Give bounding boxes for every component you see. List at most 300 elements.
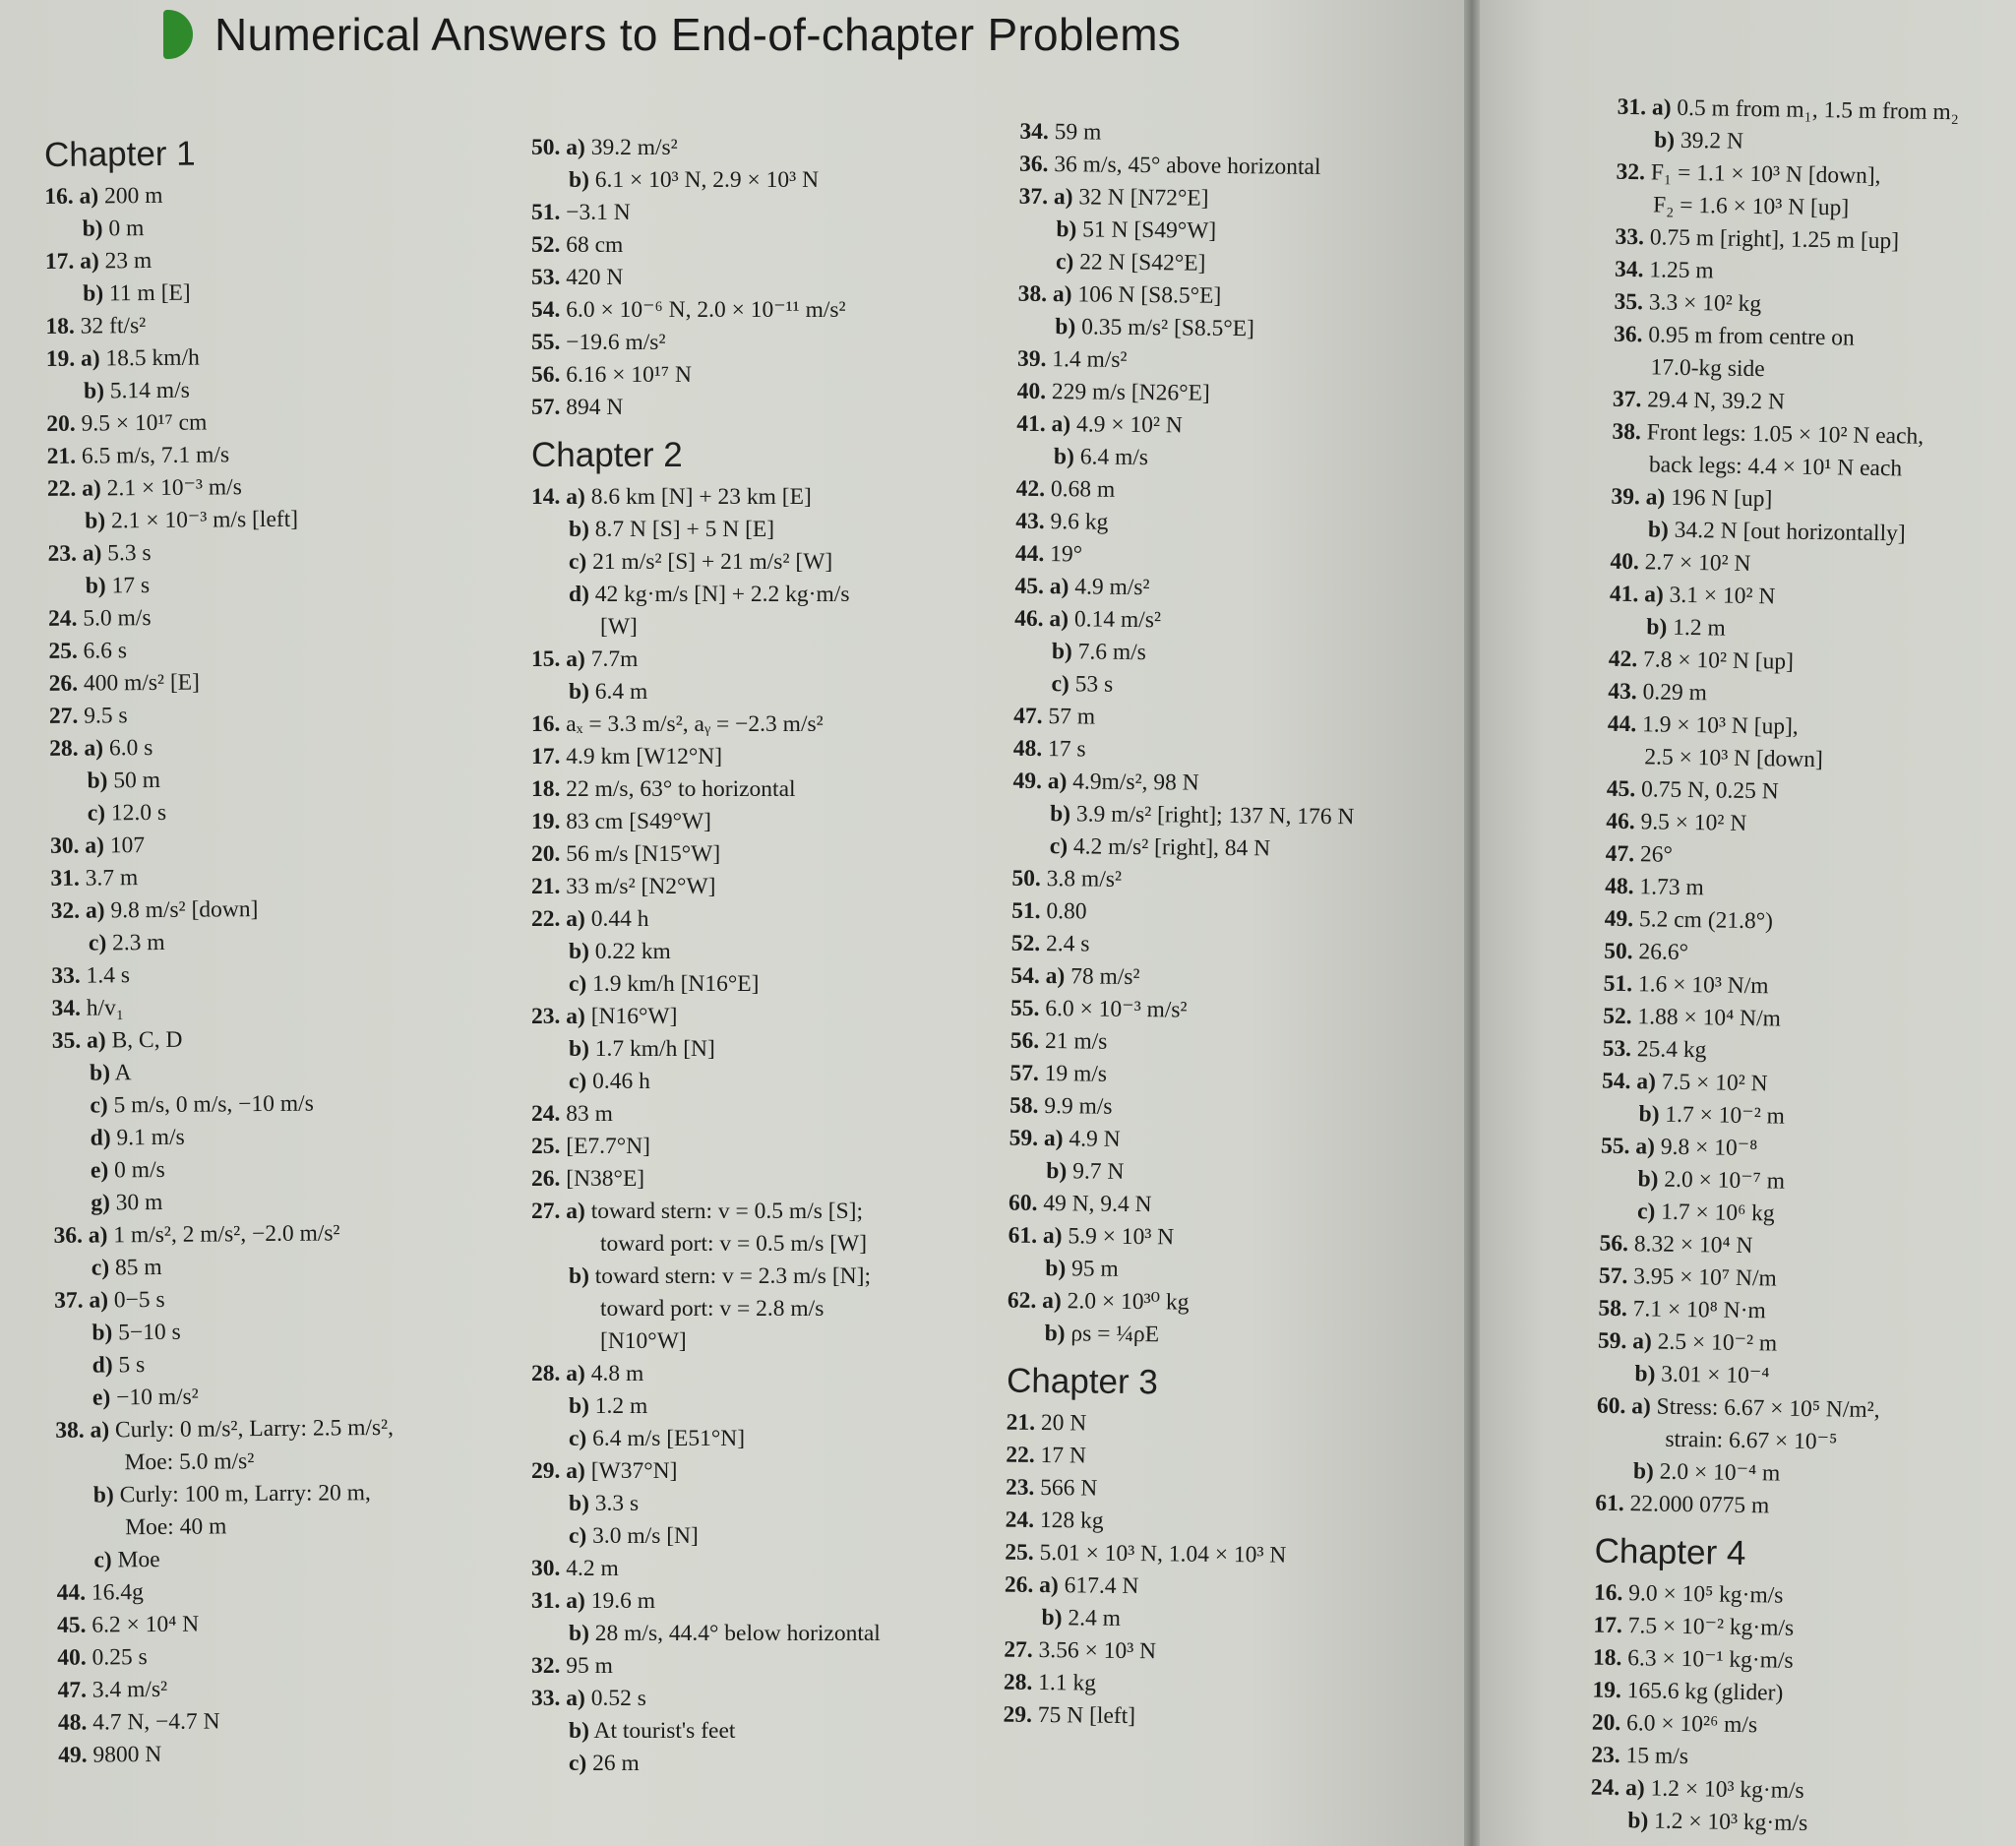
part-label: a) <box>90 1417 110 1444</box>
problem-number: 62. <box>1007 1287 1037 1314</box>
answer-line <box>1004 1667 1436 1704</box>
part-label: a) <box>86 1027 106 1054</box>
answer-line <box>531 262 964 294</box>
part-label: b) <box>82 215 103 242</box>
answer-text: 7.6 m/s <box>1077 639 1147 666</box>
answer-text: 1.4 m/s² <box>1052 346 1128 373</box>
part-label: b) <box>85 573 106 599</box>
problem-number: 35. <box>1614 288 1644 316</box>
part-label: c) <box>569 1426 587 1451</box>
answer-text: Front legs: 1.05 × 10² N each, <box>1646 419 1924 450</box>
part-label: b) <box>92 1320 113 1346</box>
answer-text: toward port: v = 0.5 m/s [W] <box>600 1231 868 1257</box>
answer-line <box>531 1293 964 1325</box>
problem-number: 45. <box>1606 775 1636 803</box>
answer-text: 17 s <box>1047 736 1086 763</box>
answer-line <box>1010 993 1443 1030</box>
answer-line <box>1004 1634 1436 1672</box>
answer-text: 200 m <box>103 182 163 210</box>
answer-line <box>47 437 480 473</box>
answer-line <box>1004 1602 1436 1639</box>
answer-text: 23 m <box>104 248 153 275</box>
part-label: a) <box>1051 411 1071 438</box>
answer-text: Moe: 40 m <box>125 1513 227 1541</box>
answer-text: 9.1 m/s <box>116 1124 185 1151</box>
answer-text: 9.7 N <box>1072 1158 1125 1185</box>
answer-line <box>531 1261 964 1293</box>
answer-text: −3.1 N <box>566 200 631 225</box>
answer-line <box>52 1086 485 1123</box>
problem-number: 40. <box>1610 548 1640 576</box>
answer-text: 9.9 m/s <box>1044 1093 1113 1120</box>
answer-text: 5.3 s <box>107 540 152 567</box>
part-label: a) <box>1052 281 1072 308</box>
page-header <box>163 8 1181 61</box>
answer-text: 32 N [N72°E] <box>1078 184 1209 212</box>
part-label: a) <box>89 1287 109 1314</box>
answer-text: [W37°N] <box>590 1458 678 1484</box>
answer-text: 4.9m/s², 98 N <box>1072 769 1199 796</box>
answer-line <box>51 989 484 1025</box>
answer-text: 32 ft/s² <box>80 313 147 339</box>
part-label: a) <box>1045 963 1066 990</box>
problem-number: 55. <box>1009 995 1040 1021</box>
part-label: a) <box>566 906 585 932</box>
answer-line <box>531 294 964 327</box>
part-label: a) <box>82 540 102 567</box>
answer-text: Moe <box>117 1546 160 1573</box>
answer-text: 17 s <box>111 573 151 599</box>
part-label: d) <box>90 1125 111 1151</box>
answer-text: 95 m <box>1070 1256 1119 1282</box>
problem-number: 28. <box>531 1361 561 1386</box>
problem-number: 61. <box>1008 1222 1038 1249</box>
problem-number: 25. <box>531 1134 561 1159</box>
problem-number: 54. <box>1601 1068 1631 1095</box>
answer-text: 3.0 m/s [N] <box>592 1523 699 1549</box>
problem-number: 33. <box>1615 223 1645 251</box>
answer-line <box>531 164 964 197</box>
problem-number: 45. <box>1014 573 1045 600</box>
answer-text: 17 N <box>1040 1443 1087 1469</box>
answer-line <box>531 644 964 676</box>
answer-text: 6.0 × 10²⁶ m/s <box>1625 1710 1758 1739</box>
answer-text: 3.9 m/s² [right]; 137 N, 176 N <box>1075 801 1355 831</box>
part-label: a) <box>566 1686 585 1711</box>
problem-number: 47. <box>57 1677 88 1703</box>
answer-line <box>44 177 477 214</box>
answer-line <box>531 708 964 741</box>
part-label: a) <box>82 475 101 502</box>
answer-line <box>1017 343 1450 381</box>
answer-line <box>531 1423 964 1455</box>
part-label: b) <box>569 939 589 964</box>
answer-line <box>531 1131 964 1163</box>
part-label: b) <box>569 1491 589 1516</box>
answer-line <box>1010 960 1443 998</box>
part-label: b) <box>1634 1361 1656 1387</box>
part-label: a) <box>85 832 105 859</box>
answer-text: 617.4 N <box>1064 1572 1139 1600</box>
answer-text: 6.1 × 10³ N, 2.9 × 10³ N <box>594 167 820 193</box>
answer-line <box>531 546 964 579</box>
answer-line <box>1008 1253 1440 1290</box>
answer-text: 85 m <box>114 1254 162 1281</box>
answer-text: 75 N [left] <box>1037 1702 1136 1730</box>
answer-text: 1.2 m <box>1672 614 1726 642</box>
answer-line <box>1012 831 1445 868</box>
part-label: c) <box>1049 833 1069 860</box>
part-label: b) <box>569 1263 589 1289</box>
answer-line <box>49 664 482 701</box>
answer-text: 5 s <box>118 1352 146 1379</box>
answer-line <box>531 838 964 871</box>
answer-line <box>1014 636 1447 673</box>
answer-line <box>1011 863 1444 900</box>
problem-number: 57. <box>1009 1060 1039 1086</box>
problem-number: 56. <box>531 362 561 388</box>
answer-line <box>531 1585 964 1618</box>
answer-line <box>1007 1318 1439 1355</box>
part-label: b) <box>1638 1101 1660 1128</box>
problem-number: 19. <box>1592 1677 1622 1704</box>
answer-text: A <box>114 1060 132 1086</box>
problem-number: 59. <box>1597 1327 1627 1355</box>
answer-text: 36 m/s, 45° above horizontal <box>1054 152 1321 180</box>
part-label: b) <box>1044 1321 1066 1347</box>
answer-line <box>54 1281 487 1318</box>
answer-text: 6.4 m <box>594 679 648 705</box>
answer-line <box>1009 1123 1442 1160</box>
answer-line <box>1005 1537 1437 1574</box>
part-label: e) <box>90 1157 109 1184</box>
answer-text: 2.4 s <box>1045 931 1090 957</box>
answer-text: 1.88 × 10⁴ N/m <box>1637 1004 1782 1032</box>
answer-text: 9800 N <box>92 1741 162 1768</box>
answer-text: 2.3 m <box>111 929 165 956</box>
answer-line <box>50 859 483 895</box>
answer-text: [N16°W] <box>590 1004 678 1029</box>
answer-line <box>531 1001 964 1033</box>
answer-text: 53 s <box>1074 671 1114 698</box>
problem-number: 32. <box>50 897 81 924</box>
problem-number: 58. <box>1008 1092 1039 1119</box>
answer-text: 6.4 m/s [E51°N] <box>592 1426 746 1451</box>
part-label: a) <box>88 1222 108 1249</box>
answer-text: 0−5 s <box>113 1286 165 1314</box>
problem-number: 23. <box>1591 1742 1620 1769</box>
problem-number: 34. <box>1614 256 1644 283</box>
answer-text: 0 m <box>108 215 145 242</box>
problem-number: 57. <box>531 395 561 420</box>
answers-column-2 <box>531 132 964 1780</box>
answer-line <box>1009 1090 1442 1128</box>
answer-text: h/v₁ <box>86 995 125 1021</box>
answer-line <box>49 729 482 766</box>
part-label: a) <box>1651 94 1672 121</box>
problem-number: 18. <box>1592 1644 1622 1672</box>
problem-number: 32. <box>531 1653 561 1679</box>
problem-number: 41. <box>1016 410 1046 438</box>
answer-line <box>48 567 481 603</box>
answer-line <box>49 697 482 733</box>
part-label: a) <box>1645 484 1666 511</box>
part-label: a) <box>85 897 105 924</box>
answer-text: 9.5 s <box>84 703 128 729</box>
problem-number: 59. <box>1008 1125 1039 1151</box>
answer-line <box>1009 1058 1442 1095</box>
problem-number: 50. <box>1604 938 1633 965</box>
part-label: a) <box>1053 184 1073 211</box>
answer-text: ρs = ¼ρE <box>1070 1321 1160 1348</box>
answer-line <box>1013 668 1446 706</box>
part-label: a) <box>1047 769 1068 795</box>
problem-number: 21. <box>1006 1409 1036 1436</box>
answer-line <box>531 579 964 611</box>
answer-line <box>58 1736 491 1772</box>
part-label: c) <box>1051 671 1069 698</box>
answer-text: 5.14 m/s <box>109 377 190 404</box>
problem-number: 20. <box>46 410 76 437</box>
answer-text: B, C, D <box>111 1026 183 1054</box>
answer-line <box>1008 1188 1441 1225</box>
answer-text: 0.14 m/s² <box>1073 606 1162 634</box>
answer-text: Curly: 100 m, Larry: 20 m, <box>119 1480 371 1508</box>
problem-number: 53. <box>1602 1035 1632 1063</box>
answer-text: 2.5 × 10³ N [down] <box>1644 744 1824 773</box>
answer-text: 0.68 m <box>1050 476 1116 503</box>
answer-text: 3.56 × 10³ N <box>1038 1637 1157 1665</box>
problem-number: 20. <box>1591 1709 1621 1737</box>
problem-number: 19. <box>531 809 561 834</box>
part-label: b) <box>1627 1808 1649 1834</box>
part-label: b) <box>92 1482 114 1508</box>
problem-number: 37. <box>1612 386 1642 413</box>
answer-text: 68 cm <box>566 232 624 258</box>
problem-number: 24. <box>47 605 78 632</box>
answer-line <box>531 1488 964 1520</box>
answer-text: 8.7 N [S] + 5 N [E] <box>594 517 775 542</box>
answer-line <box>47 534 480 571</box>
answer-line <box>531 197 964 229</box>
answer-text: 3.1 × 10² N <box>1669 582 1776 610</box>
answer-line <box>56 1541 489 1577</box>
answer-text: 5.0 m/s <box>83 605 152 632</box>
answer-line <box>54 1249 487 1285</box>
answer-text: 106 N [S8.5°E] <box>1077 281 1222 309</box>
problem-number: 39. <box>1611 483 1641 511</box>
answer-line <box>51 892 484 928</box>
answer-text: 229 m/s [N26°E] <box>1051 379 1210 406</box>
page-title: Numerical Answers to End-of-chapter Problems <box>214 9 1182 60</box>
answer-text: 0.5 m from m₁, 1.5 m from m₂ <box>1677 94 1960 126</box>
answer-line <box>531 1163 964 1196</box>
answer-line <box>531 1196 964 1228</box>
answer-text: 4.2 m <box>566 1556 619 1581</box>
problem-number: 43. <box>1608 678 1637 706</box>
answer-text: 59 m <box>1054 119 1102 146</box>
problem-number: 31. <box>531 1588 561 1614</box>
answer-text: 0.46 h <box>592 1069 650 1094</box>
answer-text: 8.32 × 10⁴ N <box>1633 1231 1753 1260</box>
answer-text: 17.0-kg side <box>1650 354 1765 383</box>
problem-number: 17. <box>1593 1612 1623 1639</box>
problem-number: 27. <box>48 703 79 729</box>
part-label: a) <box>1632 1328 1653 1355</box>
answer-text: 2.5 × 10⁻² m <box>1657 1328 1778 1357</box>
answer-line <box>531 741 964 773</box>
part-label: b) <box>1046 1158 1068 1185</box>
part-label: c) <box>569 1751 587 1776</box>
answer-text: 3.3 s <box>594 1491 640 1516</box>
answer-text: −10 m/s² <box>116 1384 199 1411</box>
problem-number: 50. <box>531 135 561 160</box>
answer-text: 11 m [E] <box>108 279 191 307</box>
answer-text: toward port: v = 2.8 m/s <box>600 1296 825 1322</box>
problem-number: 23. <box>531 1004 561 1029</box>
answer-text: 894 N <box>566 395 624 420</box>
answer-text: 5.01 × 10³ N, 1.04 × 10³ N <box>1039 1540 1287 1569</box>
answer-text: At tourist's feet <box>593 1718 736 1744</box>
answer-text: 6.3 × 10⁻¹ kg·m/s <box>1626 1645 1794 1674</box>
problem-number: 52. <box>1602 1003 1632 1030</box>
answer-text: 22.000 0775 m <box>1629 1491 1770 1519</box>
answer-text: 3.4 m/s² <box>92 1676 168 1703</box>
answer-line <box>53 1151 486 1188</box>
answer-line <box>55 1346 488 1383</box>
answer-text: 6.0 s <box>108 735 153 762</box>
problem-number: 33. <box>51 962 81 989</box>
part-label: a) <box>566 1361 585 1386</box>
problem-number: 27. <box>1004 1636 1033 1663</box>
problem-number: 26. <box>531 1166 561 1192</box>
answer-text: 6.16 × 10¹⁷ N <box>566 362 692 388</box>
answer-line <box>1017 311 1450 348</box>
answer-line <box>531 359 964 392</box>
answer-line <box>57 1671 490 1707</box>
problem-number: 14. <box>531 484 561 510</box>
answer-text: 2.0 × 10⁻⁷ m <box>1664 1166 1786 1195</box>
problem-number: 41. <box>1609 581 1639 608</box>
problem-number: 24. <box>531 1101 561 1127</box>
answer-text: F₂ = 1.6 × 10³ N [up] <box>1652 192 1850 221</box>
answer-line <box>531 806 964 838</box>
answer-text: 1.1 kg <box>1038 1670 1097 1696</box>
problem-number: 51. <box>531 200 561 225</box>
answer-line <box>1003 1699 1436 1737</box>
answer-text: 26.6° <box>1638 939 1689 966</box>
part-label: b) <box>1041 1605 1063 1631</box>
answer-text: Stress: 6.67 × 10⁵ N/m², <box>1656 1393 1880 1424</box>
answer-text: 4.9 km [W12°N] <box>566 744 723 769</box>
answer-line <box>531 1358 964 1390</box>
part-label: a) <box>84 735 104 762</box>
problem-number: 21. <box>46 443 77 469</box>
problem-number: 20. <box>531 841 561 867</box>
answer-line <box>1006 1440 1438 1477</box>
answer-text: 6.5 m/s, 7.1 m/s <box>81 442 230 469</box>
answer-text: 5.9 × 10³ N <box>1068 1223 1175 1251</box>
part-label: a) <box>566 646 585 672</box>
answer-text: 2.7 × 10² N <box>1644 549 1751 577</box>
problem-number: 17. <box>44 248 75 275</box>
part-label: b) <box>85 508 106 534</box>
answer-text: 19 m/s <box>1044 1061 1108 1087</box>
part-label: b) <box>569 679 589 705</box>
answer-text: 21 m/s² [S] + 21 m/s² [W] <box>592 549 833 575</box>
answer-text: 1.7 × 10⁻² m <box>1665 1101 1786 1130</box>
answer-text: 7.5 × 10² N <box>1661 1069 1768 1097</box>
answer-text: 0 m/s <box>114 1156 165 1184</box>
problem-number: 18. <box>45 313 75 339</box>
answer-text: 5.2 cm (21.8°) <box>1638 906 1774 935</box>
problem-number: 36. <box>1613 321 1643 348</box>
chapter-heading: Chapter 2 <box>531 436 683 474</box>
answer-line <box>531 1228 964 1261</box>
answer-line <box>531 1650 964 1683</box>
problem-number: 51. <box>1011 897 1041 925</box>
part-label: b) <box>1647 517 1670 543</box>
part-label: b) <box>1051 639 1072 665</box>
answer-text: 128 kg <box>1039 1508 1104 1534</box>
answer-line <box>1597 1390 2010 1430</box>
answer-text: 39.2 N <box>1680 127 1744 154</box>
problem-number: 16. <box>1593 1579 1623 1607</box>
answer-line <box>531 936 964 968</box>
answer-text: 25.4 kg <box>1636 1036 1707 1064</box>
answer-text: 1.2 × 10³ kg·m/s <box>1653 1808 1808 1837</box>
part-label: g) <box>91 1190 110 1216</box>
answer-line <box>531 1618 964 1650</box>
part-label: b) <box>569 1036 589 1062</box>
part-label: c) <box>91 1255 110 1281</box>
answer-text: 22 N [S42°E] <box>1079 249 1206 277</box>
part-label: a) <box>566 1458 585 1484</box>
answer-text: 19° <box>1050 541 1083 568</box>
problem-number: 48. <box>57 1709 88 1736</box>
answer-line <box>1008 1220 1441 1258</box>
problem-number: 39. <box>1016 345 1047 373</box>
problem-number: 26. <box>1004 1571 1034 1598</box>
problem-number: 56. <box>1599 1230 1629 1258</box>
answer-text: [N10°W] <box>600 1328 687 1354</box>
answer-text: 4.7 N, −4.7 N <box>92 1708 220 1736</box>
answer-line <box>58 1703 491 1740</box>
answer-text: 1.73 m <box>1639 874 1704 901</box>
answer-text: 6.6 s <box>83 638 128 664</box>
part-label: b) <box>569 517 589 542</box>
part-label: b) <box>90 1060 111 1086</box>
answer-line <box>531 773 964 806</box>
problem-number: 46. <box>1606 808 1635 835</box>
answer-text: 56 m/s [N15°W] <box>566 841 721 867</box>
problem-number: 37. <box>1018 183 1049 211</box>
problem-number: 24. <box>1590 1774 1620 1802</box>
answer-line <box>1016 408 1449 446</box>
answer-line <box>531 1325 964 1358</box>
problem-number: 22. <box>531 906 561 932</box>
answer-line <box>50 794 483 831</box>
book-spine <box>1464 0 1480 1846</box>
answer-line <box>1005 1505 1437 1542</box>
answer-text: 15 m/s <box>1625 1743 1689 1770</box>
chapter-heading: Chapter 3 <box>1006 1361 1159 1402</box>
answer-text: 3.7 m <box>85 865 139 892</box>
answers-column-3 <box>1003 116 1452 1737</box>
part-label: a) <box>1636 1069 1657 1095</box>
problem-number: 55. <box>531 330 561 355</box>
answer-line <box>44 210 477 246</box>
